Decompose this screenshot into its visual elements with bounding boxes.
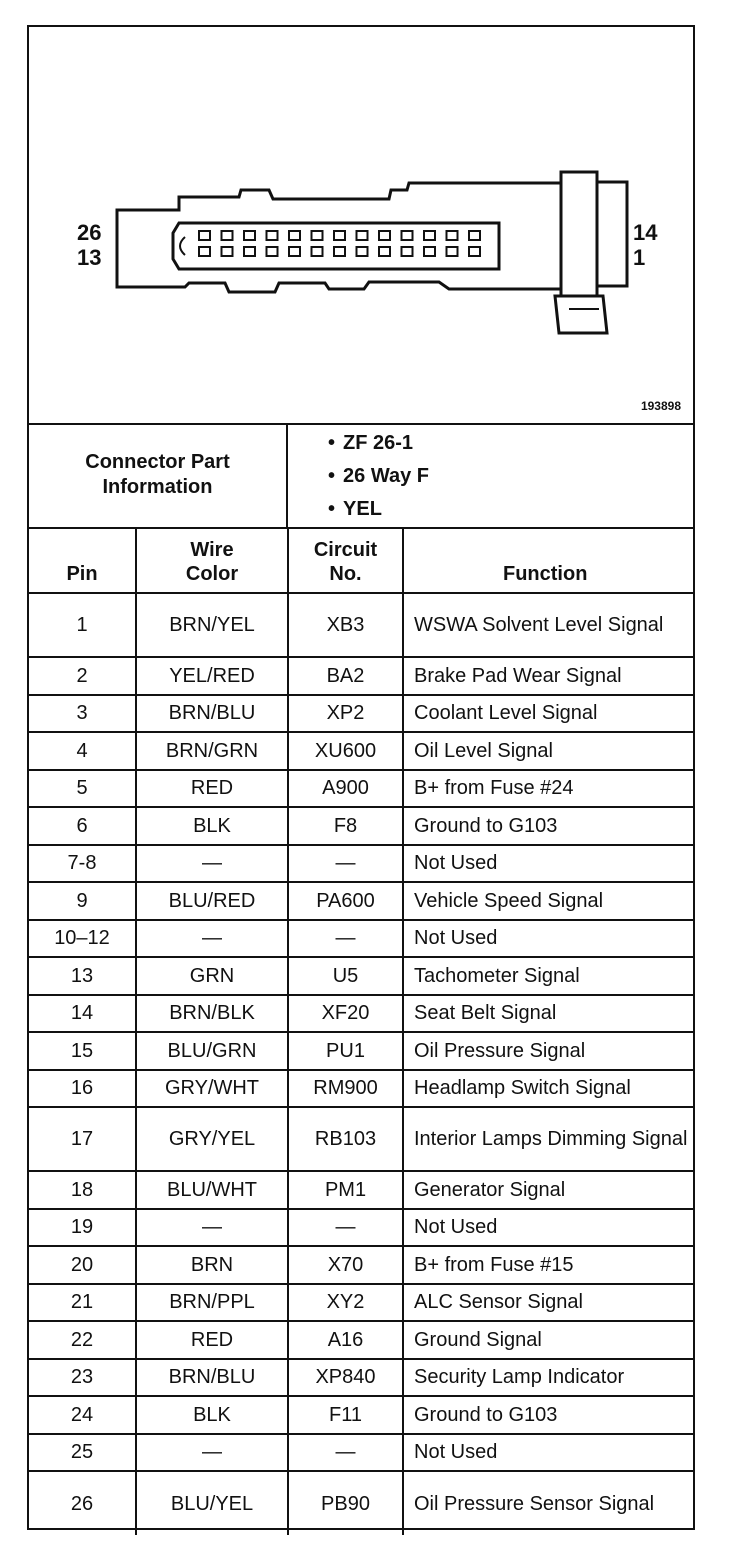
wire-color-cell: BLU/YEL: [136, 1471, 288, 1535]
wire-color-cell: BRN/BLU: [136, 1359, 288, 1397]
pin-cavity: [267, 247, 278, 256]
table-row: [29, 1396, 693, 1434]
pin-cell: 24: [29, 1396, 136, 1434]
function-cell: Seat Belt Signal: [403, 995, 693, 1033]
pin-cell: 7-8: [29, 845, 136, 883]
pin-cavity: [379, 247, 390, 256]
table-row: [29, 1321, 693, 1359]
function-cell: Tachometer Signal: [403, 957, 693, 995]
table-row: [29, 882, 693, 920]
wire-color-cell: RED: [136, 1321, 288, 1359]
pin-cavity: [222, 247, 233, 256]
circuit-cell: —: [288, 1209, 403, 1247]
wire-color-cell: BLU/RED: [136, 882, 288, 920]
function-cell: Not Used: [403, 845, 693, 883]
circuit-cell: PA600: [288, 882, 403, 920]
header-function: Function: [403, 527, 693, 593]
pin-cell: 10–12: [29, 920, 136, 958]
info-label-line1: Connector Part: [85, 451, 230, 473]
table-row: [29, 1471, 693, 1535]
pin-cavity: [447, 247, 458, 256]
pin-cell: 20: [29, 1246, 136, 1284]
wire-color-cell: YEL/RED: [136, 657, 288, 695]
header-circuit-no: Circuit No.: [288, 527, 403, 593]
pin-label-14: 14: [633, 220, 658, 245]
function-cell: Generator Signal: [403, 1171, 693, 1209]
circuit-cell: XB3: [288, 593, 403, 657]
pin-cell: 14: [29, 995, 136, 1033]
connector-part-info: [29, 423, 693, 529]
circuit-cell: XU600: [288, 732, 403, 770]
pin-cell: 13: [29, 957, 136, 995]
pin-cavity: [199, 247, 210, 256]
function-cell: B+ from Fuse #24: [403, 770, 693, 808]
circuit-cell: XF20: [288, 995, 403, 1033]
pin-cavity: [244, 247, 255, 256]
pin-cell: 19: [29, 1209, 136, 1247]
pin-cavity: [222, 231, 233, 240]
info-color: • YEL: [328, 493, 693, 526]
pin-cell: 15: [29, 1032, 136, 1070]
function-cell: Not Used: [403, 1434, 693, 1472]
function-cell: Brake Pad Wear Signal: [403, 657, 693, 695]
table-row: [29, 1284, 693, 1322]
pin-cell: 23: [29, 1359, 136, 1397]
pin-cavity: [334, 231, 345, 240]
table-row: [29, 995, 693, 1033]
function-cell: Coolant Level Signal: [403, 695, 693, 733]
circuit-cell: XP840: [288, 1359, 403, 1397]
circuit-cell: —: [288, 920, 403, 958]
circuit-cell: A900: [288, 770, 403, 808]
pin-cell: 16: [29, 1070, 136, 1108]
pin-cavity: [469, 247, 480, 256]
table-row: [29, 732, 693, 770]
circuit-cell: BA2: [288, 657, 403, 695]
wire-color-cell: GRN: [136, 957, 288, 995]
wire-color-cell: GRY/WHT: [136, 1070, 288, 1108]
pin-cell: 5: [29, 770, 136, 808]
pin-cell: 4: [29, 732, 136, 770]
pin-cavity: [357, 231, 368, 240]
header-wire-color: Wire Color: [136, 527, 288, 593]
pin-cell: 22: [29, 1321, 136, 1359]
table-header-row: [29, 527, 693, 593]
function-cell: Security Lamp Indicator: [403, 1359, 693, 1397]
pin-cavity: [402, 247, 413, 256]
function-cell: Oil Level Signal: [403, 732, 693, 770]
circuit-cell: PB90: [288, 1471, 403, 1535]
info-label-line2: Information: [102, 476, 213, 498]
circuit-cell: XY2: [288, 1284, 403, 1322]
function-cell: Headlamp Switch Signal: [403, 1070, 693, 1108]
function-cell: ALC Sensor Signal: [403, 1284, 693, 1322]
pin-cell: 25: [29, 1434, 136, 1472]
pin-cell: 1: [29, 593, 136, 657]
wire-color-cell: BRN/BLU: [136, 695, 288, 733]
info-values: [288, 423, 693, 527]
pin-cavity: [424, 247, 435, 256]
pin-cavity: [379, 231, 390, 240]
info-way-count: • 26 Way F: [328, 460, 693, 493]
pin-cavity: [402, 231, 413, 240]
info-part-number: • ZF 26-1: [328, 427, 693, 460]
table-row: [29, 695, 693, 733]
pin-cavity: [334, 247, 345, 256]
wire-color-cell: RED: [136, 770, 288, 808]
pin-label-26: 26: [77, 220, 102, 245]
connector-drawing: [29, 27, 693, 423]
wire-color-cell: BRN/PPL: [136, 1284, 288, 1322]
circuit-cell: PM1: [288, 1171, 403, 1209]
wire-color-cell: —: [136, 1434, 288, 1472]
circuit-cell: F8: [288, 807, 403, 845]
connector-document: [27, 25, 695, 1530]
pin-cell: 3: [29, 695, 136, 733]
pin-cavity: [357, 247, 368, 256]
table-row: [29, 1171, 693, 1209]
pin-cavity: [289, 247, 300, 256]
pin-cell: 6: [29, 807, 136, 845]
pin-rows: [29, 593, 693, 1535]
pin-cell: 2: [29, 657, 136, 695]
pin-cell: 17: [29, 1107, 136, 1171]
circuit-cell: F11: [288, 1396, 403, 1434]
pin-cell: 21: [29, 1284, 136, 1322]
wire-color-cell: BRN: [136, 1246, 288, 1284]
table-row: [29, 807, 693, 845]
pin-label-13: 13: [77, 245, 102, 270]
pin-cavity: [447, 231, 458, 240]
circuit-cell: U5: [288, 957, 403, 995]
function-cell: Vehicle Speed Signal: [403, 882, 693, 920]
function-cell: B+ from Fuse #15: [403, 1246, 693, 1284]
wire-color-cell: BRN/GRN: [136, 732, 288, 770]
table-row: [29, 593, 693, 657]
table-row: [29, 1246, 693, 1284]
wire-color-cell: BRN/YEL: [136, 593, 288, 657]
table-row: [29, 957, 693, 995]
circuit-cell: RM900: [288, 1070, 403, 1108]
function-cell: Oil Pressure Sensor Signal: [403, 1471, 693, 1535]
wire-color-cell: BLU/GRN: [136, 1032, 288, 1070]
circuit-cell: A16: [288, 1321, 403, 1359]
table-row: [29, 845, 693, 883]
table-row: [29, 1107, 693, 1171]
pin-cell: 26: [29, 1471, 136, 1535]
pin-cavity: [199, 231, 210, 240]
figure-id: 193898: [640, 399, 681, 413]
function-cell: Ground to G103: [403, 807, 693, 845]
circuit-cell: —: [288, 1434, 403, 1472]
table-row: [29, 1209, 693, 1247]
table-row: [29, 1434, 693, 1472]
circuit-cell: PU1: [288, 1032, 403, 1070]
wire-color-cell: BRN/BLK: [136, 995, 288, 1033]
connector-diagram: [29, 27, 693, 425]
function-cell: Interior Lamps Dimming Signal: [403, 1107, 693, 1171]
circuit-cell: RB103: [288, 1107, 403, 1171]
function-cell: Ground to G103: [403, 1396, 693, 1434]
wire-color-cell: —: [136, 1209, 288, 1247]
table-row: [29, 1070, 693, 1108]
table-row: [29, 1032, 693, 1070]
pin-cavity: [244, 231, 255, 240]
pin-cavity: [267, 231, 278, 240]
pin-cell: 18: [29, 1171, 136, 1209]
circuit-cell: X70: [288, 1246, 403, 1284]
table-row: [29, 920, 693, 958]
wire-color-cell: —: [136, 920, 288, 958]
function-cell: WSWA Solvent Level Signal: [403, 593, 693, 657]
function-cell: Ground Signal: [403, 1321, 693, 1359]
pin-cell: 9: [29, 882, 136, 920]
function-cell: Oil Pressure Signal: [403, 1032, 693, 1070]
wire-color-cell: GRY/YEL: [136, 1107, 288, 1171]
wire-color-cell: BLU/WHT: [136, 1171, 288, 1209]
wire-color-cell: —: [136, 845, 288, 883]
table-row: [29, 657, 693, 695]
wire-color-cell: BLK: [136, 807, 288, 845]
pin-cavity: [289, 231, 300, 240]
pin-label-1: 1: [633, 245, 646, 270]
wire-color-cell: BLK: [136, 1396, 288, 1434]
function-cell: Not Used: [403, 920, 693, 958]
pin-table: [29, 527, 693, 1535]
circuit-cell: —: [288, 845, 403, 883]
table-row: [29, 1359, 693, 1397]
pin-cavity: [424, 231, 435, 240]
info-label: [29, 423, 288, 527]
table-row: [29, 770, 693, 808]
pin-cavity: [469, 231, 480, 240]
circuit-cell: XP2: [288, 695, 403, 733]
function-cell: Not Used: [403, 1209, 693, 1247]
pin-cavity: [312, 231, 323, 240]
pin-cavity: [312, 247, 323, 256]
header-pin: Pin: [29, 527, 136, 593]
